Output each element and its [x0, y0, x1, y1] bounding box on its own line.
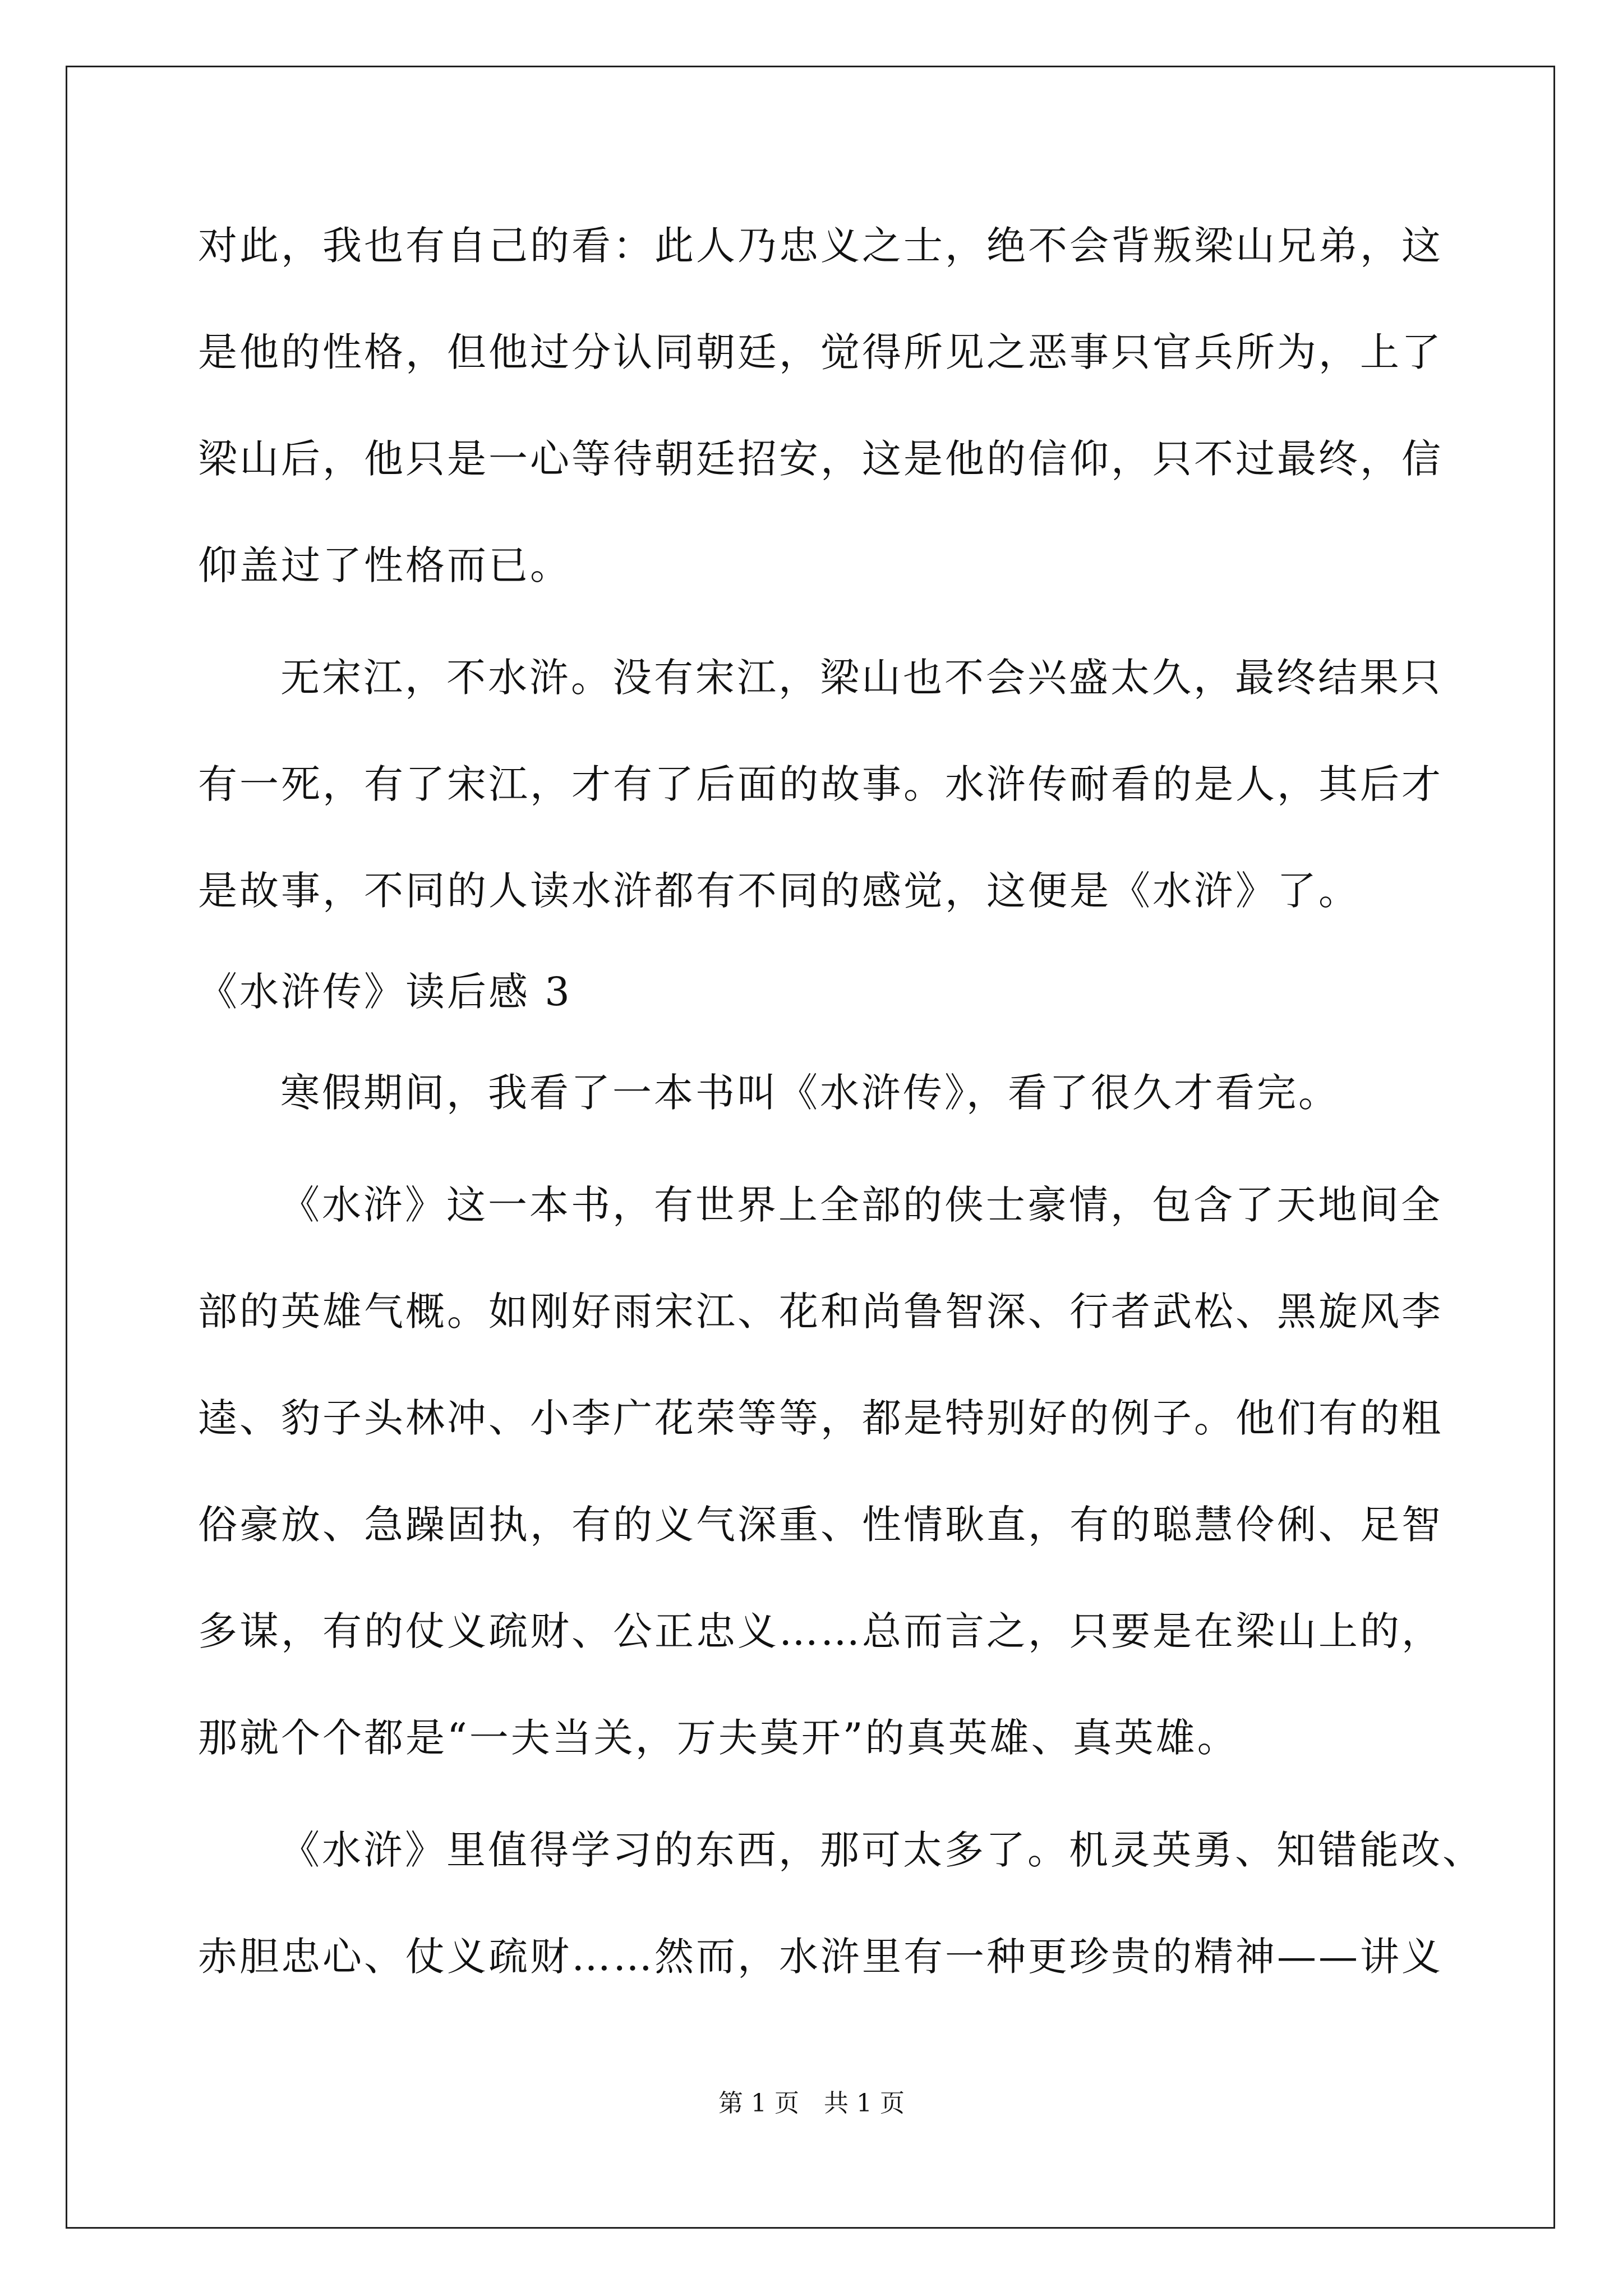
paragraph-line: 寒假期间，我看了一本书叫《水浒传》，看了很久才看完。 — [280, 1070, 1340, 1116]
paragraph-line: 那就个个都是“一夫当关，万夫莫开”的真英雄、真英雄。 — [198, 1715, 1239, 1761]
paragraph-line: 《水浒》里值得学习的东西，那可太多了。机灵英勇、知错能改、 — [280, 1827, 1484, 1873]
paragraph-line: 部的英雄气概。如刚好雨宋江、花和尚鲁智深、行者武松、黑旋风李 — [198, 1289, 1443, 1335]
section-heading: 《水浒传》读后感 3 — [198, 969, 572, 1015]
paragraph-line: 梁山后，他只是一心等待朝廷招安，这是他的信仰，只不过最终，信 — [198, 436, 1443, 482]
paragraph-line: 是故事，不同的人读水浒都有不同的感觉，这便是《水浒》了。 — [198, 868, 1360, 914]
paragraph-line: 无宋江，不水浒。没有宋江，梁山也不会兴盛太久，最终结果只 — [280, 655, 1442, 701]
paragraph-line: 有一死，有了宋江，才有了后面的故事。水浒传耐看的是人，其后才 — [198, 761, 1443, 807]
paragraph-line: 多谋，有的仗义疏财、公正忠义……总而言之，只要是在梁山上的， — [198, 1608, 1443, 1654]
paragraph-line: 是他的性格，但他过分认同朝廷，觉得所见之恶事只官兵所为，上了 — [198, 329, 1443, 375]
page-footer: 第 1 页 共 1 页 — [718, 2089, 905, 2118]
paragraph-line: 逵、豹子头林冲、小李广花荣等等，都是特别好的例子。他们有的粗 — [198, 1395, 1443, 1441]
paragraph-line: 赤胆忠心、仗义疏财……然而，水浒里有一种更珍贵的精神——讲义 — [198, 1934, 1443, 1980]
page-border — [66, 66, 1555, 2229]
paragraph-line: 俗豪放、急躁固执，有的义气深重、性情耿直，有的聪慧伶俐、足智 — [198, 1502, 1443, 1548]
paragraph-line: 《水浒》这一本书，有世界上全部的侠士豪情，包含了天地间全 — [280, 1182, 1442, 1228]
paragraph-line: 对此，我也有自己的看：此人乃忠义之士，绝不会背叛梁山兄弟，这 — [198, 223, 1443, 269]
paragraph-line: 仰盖过了性格而已。 — [198, 542, 571, 588]
